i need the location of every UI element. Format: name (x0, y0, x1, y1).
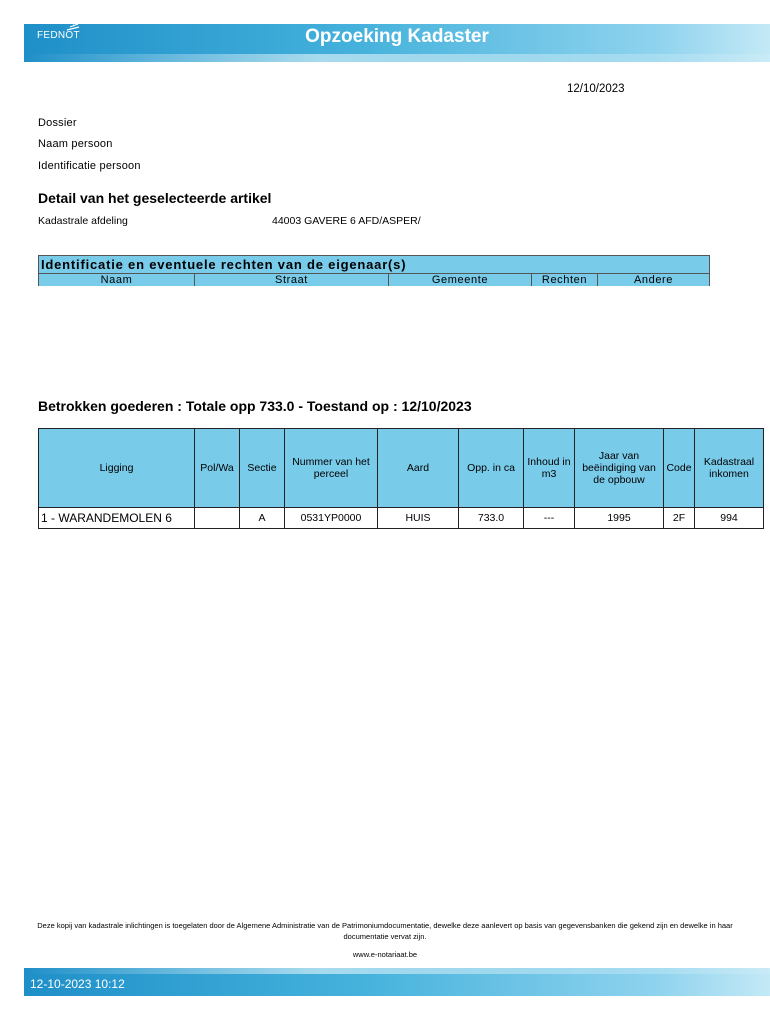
goods-heading: Betrokken goederen : Totale opp 733.0 - Toestand op : 12/10/2023 (38, 398, 472, 414)
goods-cell-kadastraal-inkomen: 994 (695, 508, 764, 529)
footer-band (24, 968, 770, 996)
owners-table-title: Identificatie en eventuele rechten van de eigenaar(s) (39, 256, 710, 274)
goods-col-nummer-perceel: Nummer van het perceel (285, 429, 378, 508)
goods-table (38, 428, 764, 529)
goods-cell-sectie: A (240, 508, 285, 529)
goods-cell-inhoud: --- (524, 508, 575, 529)
goods-col-jaar: Jaar van beëindiging van de opbouw (575, 429, 664, 508)
goods-col-inhoud: Inhoud in m3 (524, 429, 575, 508)
owners-col-andere: Andere (598, 274, 710, 287)
goods-cell-pol-wa (195, 508, 240, 529)
footer-timestamp: 12-10-2023 10:12 (30, 977, 125, 991)
goods-cell-jaar: 1995 (575, 508, 664, 529)
footer-swoosh (24, 968, 770, 974)
owners-col-straat: Straat (195, 274, 389, 287)
kadastrale-afdeling-value: 44003 GAVERE 6 AFD/ASPER/ (272, 215, 421, 227)
goods-col-opp: Opp. in ca (459, 429, 524, 508)
goods-col-sectie: Sectie (240, 429, 285, 508)
goods-col-aard: Aard (378, 429, 459, 508)
owners-col-gemeente: Gemeente (389, 274, 532, 287)
goods-cell-code: 2F (664, 508, 695, 529)
document-date: 12/10/2023 (567, 83, 625, 95)
goods-cell-opp: 733.0 (459, 508, 524, 529)
footer-website: www.e-notariaat.be (352, 950, 418, 959)
page-title: Opzoeking Kadaster (305, 26, 489, 47)
identificatie-persoon-label: Identificatie persoon (38, 160, 141, 172)
goods-cell-aard: HUIS (378, 508, 459, 529)
footer-disclaimer: Deze kopij van kadastrale inlichtingen is toegelaten door de Algemene Administratie van de Patrimoniumdocumentatie, dewelke deze aanlevert op basis van gegevensbanken die gekend zijn en dewelke in haar documentatie vervat zijn. (37, 921, 733, 941)
kadastrale-afdeling-label: Kadastrale afdeling (38, 215, 128, 227)
goods-cell-nummer-perceel: 0531YP0000 (285, 508, 378, 529)
goods-col-ligging: Ligging (39, 429, 195, 508)
dossier-label: Dossier (38, 117, 77, 129)
goods-col-kadastraal-inkomen: Kadastraal inkomen (695, 429, 764, 508)
header-swoosh (24, 54, 770, 62)
goods-cell-ligging: 1 - WARANDEMOLEN 6 (39, 508, 195, 529)
owners-col-naam: Naam (39, 274, 195, 287)
owners-table (38, 255, 710, 286)
logo-text: FEDNOT (37, 30, 80, 41)
owners-col-rechten: Rechten (532, 274, 598, 287)
goods-col-code: Code (664, 429, 695, 508)
detail-heading: Detail van het geselecteerde artikel (38, 190, 272, 206)
naam-persoon-label: Naam persoon (38, 138, 113, 150)
table-row (39, 508, 764, 529)
goods-col-pol-wa: Pol/Wa (195, 429, 240, 508)
